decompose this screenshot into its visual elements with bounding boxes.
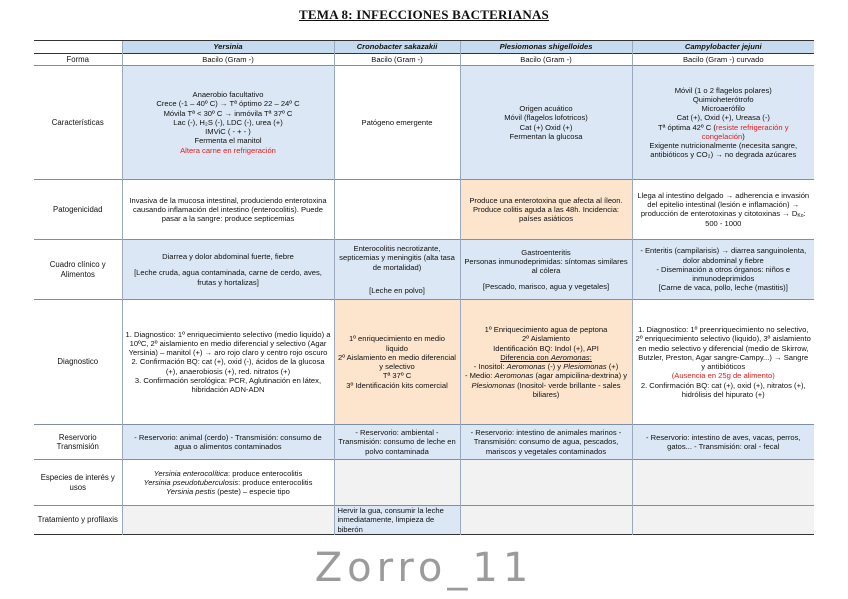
text-line: IMViC ( - + - ) [205, 127, 251, 137]
col-header-cronobacter: Cronobacter sakazakii [334, 41, 460, 54]
text-span: Tª óptima 42º C ( [657, 122, 716, 132]
text-line: 2. Confirmación BQ: cat (+), oxid (-), ácidos de la glucosa (+), anaerobiosis (+), red. nitratos (+) [131, 357, 325, 376]
row-label-cuadro: Cuadro clínico y Alimentos [34, 240, 122, 300]
cell-tratamiento-cronobacter: Hervir la gua, consumir la leche inmediatamente, limpieza de biberón [334, 506, 460, 535]
text-span: (agar ampicilina-dextrina) y [533, 371, 628, 381]
cell-diagnostico-plesiomonas [460, 300, 632, 425]
cell-especies-yersinia [122, 460, 334, 506]
row-diagnostico [34, 300, 814, 425]
cell-reservorio-plesiomonas: - Reservorio: intestino de animales marinos - Transmisión: consumo de agua, pescados, mariscos y vegetales contaminados [460, 425, 632, 460]
text-span: Diferencia con [500, 352, 551, 362]
cell-reservorio-cronobacter: - Reservorio: ambiental - Transmisión: consumo de leche en polvo contaminada [334, 425, 460, 460]
text-line: 2. Confirmación BQ: cat (+), oxid (+), nitratos (+), hidrólisis del hipurato (+) [640, 380, 806, 399]
text-line: 1. Diagnostico: 1º preenriquecimiento no selectivo, 2º enriquecimiento selectivo (liquido), 3º aislamiento en medio selectivo y diferencial (medio de Skirrow, Butzler, Preston, Agar sangre-Campy...) → Sangre y antibióticos [635, 325, 811, 371]
text-span: Plesiomonas [563, 362, 607, 371]
row-tratamiento [34, 506, 814, 535]
row-label-diagnostico: Diagnostico [34, 300, 122, 425]
text-line: 1º Enriquecimiento agua de peptona [484, 325, 608, 334]
row-especies [34, 460, 814, 506]
cell-cuadro-yersinia [122, 240, 334, 300]
row-reservorio [34, 425, 814, 460]
text-line: Quimioheterótrofo [692, 94, 754, 104]
text-line: Gastroenteritis [521, 247, 571, 257]
cell-reservorio-campylobacter: - Reservorio: intestino de aves, vacas, perros, gatos... - Transmisión: oral - fecal [632, 425, 814, 460]
text-span: (Inositol- verde brillante - sales biliares) [514, 380, 621, 399]
alert-text: resiste refrigeración y congelación [701, 122, 789, 141]
species-name: Yersinia pestis [166, 487, 216, 497]
row-label-forma: Forma [34, 54, 122, 66]
bacteria-table [34, 40, 814, 535]
text-line: Origen acuático [519, 104, 573, 113]
text-line: Enterocolitis necrotizante, septicemias y meningitis (alta tasa de mortalidad) [339, 244, 455, 272]
cell-caracteristicas-cronobacter: Patógeno emergente [334, 66, 460, 180]
row-cuadro [34, 240, 814, 300]
watermark: Zorro_11 [314, 545, 534, 591]
text-line [464, 371, 629, 399]
text-line: Móvil (1 o 2 flagelos polares) [674, 85, 772, 95]
cell-caracteristicas-yersinia [122, 66, 334, 180]
cell-cuadro-cronobacter [334, 240, 460, 300]
text-line: 3º Identificación kits comercial [346, 380, 448, 390]
text-line: [Leche cruda, agua contaminada, carne de cerdo, aves, frutas y hortalizas] [134, 268, 322, 287]
cell-caracteristicas-plesiomonas [460, 66, 632, 180]
cell-cuadro-plesiomonas [460, 240, 632, 300]
spacer [464, 275, 629, 282]
row-label-patogenicidad: Patogenicidad [34, 180, 122, 240]
cell-patogenicidad-cronobacter [334, 180, 460, 240]
header-row [34, 41, 814, 54]
text-line: Exigente nutricionalmente (necesita sangre, antibióticos y CO₂) → no degrada azúcares [649, 141, 798, 160]
row-patogenicidad [34, 180, 814, 240]
cell-reservorio-yersinia: - Reservorio: animal (cerdo) - Transmisión: consumo de agua o alimentos contaminados [122, 425, 334, 460]
text-span: Aeromonas [550, 352, 590, 362]
text-span: ) [742, 131, 745, 141]
text-line: [Leche en polvo] [369, 285, 425, 295]
text-span: Llega al intestino delgado → adherencia e invasión del epitelio intestinal (lesión e inflamación) → producción de enterotoxinas y citotoxinas → D [637, 190, 810, 219]
text-line: [Carne de vaca, pollo, leche (mastitis)] [658, 283, 788, 293]
text-line: Identificación BQ: Indol (+), API [493, 343, 599, 353]
spacer [338, 272, 457, 286]
cell-cuadro-campylobacter [632, 240, 814, 300]
text-span: Aeromonas [494, 371, 534, 381]
text-line [126, 478, 331, 487]
col-header-yersinia: Yersinia [122, 41, 334, 54]
col-header-campylobacter: Campylobacter jejuni [632, 41, 814, 54]
text-line [636, 123, 812, 142]
text-line: 2º Aislamiento [522, 334, 570, 344]
row-label-caracteristicas: Características [34, 66, 122, 180]
cell-patogenicidad-yersinia: Invasiva de la mucosa intestinal, produciendo enterotoxina causando inflamación del intestino (enterocolitis). Puede pasar a la sangre: produce septicemias [122, 180, 334, 240]
text-span: : [589, 352, 592, 362]
cell-patogenicidad-campylobacter [632, 180, 814, 240]
cell-caracteristicas-campylobacter [632, 66, 814, 180]
cell-forma-campylobacter: Bacilo (Gram -) curvado [632, 54, 814, 66]
cell-especies-plesiomonas [460, 460, 632, 506]
text-span: - Inositol: [473, 362, 507, 371]
species-name: Yersinia enterocolítica [153, 468, 228, 478]
text-line: Diarrea y dolor abdominal fuerte, fiebre [162, 252, 294, 262]
text-line: [Pescado, marisco, agua y vegetales] [482, 282, 610, 292]
text-line: 2º Aislamiento en medio diferencial y selectivo [337, 352, 456, 371]
subscript: Ko [797, 213, 804, 220]
cell-diagnostico-cronobacter [334, 300, 460, 425]
row-label-tratamiento: Tratamiento y profilaxis [34, 506, 122, 535]
cell-diagnostico-yersinia [122, 300, 334, 425]
text-line: Móvil (flagelos lofotricos) [504, 113, 588, 123]
header-corner [34, 41, 122, 54]
cell-tratamiento-yersinia [122, 506, 334, 535]
text-line [126, 487, 331, 496]
text-line: Anaerobio facultativo [192, 90, 264, 100]
text-span: (+) [606, 362, 619, 371]
cell-forma-plesiomonas: Bacilo (Gram -) [460, 54, 632, 66]
spacer [126, 261, 331, 268]
alert-text: (Ausencia en 25g de alimento) [671, 371, 775, 381]
text-line: - Enteritis (campilarisis) → diarrea sanguinolenta, dolor abdominal y fiebre [640, 246, 807, 265]
text-span: (-) y [545, 362, 564, 371]
text-line: 1º enriquecimiento en medio liquido [348, 334, 446, 353]
text-line: Cat (+) Oxid (+) [519, 122, 573, 132]
text-line: Móvila Tª < 30º C → inmóvila Tª 37º C [163, 108, 293, 118]
text-line: Microaerófilo [701, 104, 745, 113]
text-line: 1. Diagnostico: 1º enriquecimiento selectivo (medio liquido) a 10ºC, 2º aislamiento en medio diferencial y selectivo (Agar Yersinia) – manitol (+) → aro rojo claro y centro rojo oscuro [125, 329, 331, 358]
text-span: Plesiomonas [471, 380, 515, 390]
text-line [126, 469, 331, 478]
text-line: 3. Confirmación serológica: PCR, Aglutinación en látex, hibridación ADN-ADN [134, 375, 322, 395]
page-title: TEMA 8: INFECCIONES BACTERIANAS [299, 7, 549, 22]
cell-patogenicidad-plesiomonas: Produce una enterotoxina que afecta al íleon. Produce colitis aguda a las 48h. Incidencia: países asiáticos [460, 180, 632, 240]
text-span: (peste) – especie tipo [215, 487, 290, 497]
cell-especies-cronobacter [334, 460, 460, 506]
text-span: : 500 - 1000 [705, 209, 806, 229]
row-label-reservorio: Reservorio Transmisión [34, 425, 122, 460]
text-span: : produce enterocolitis [238, 477, 313, 487]
text-line: Fermentan la glucosa [509, 131, 583, 141]
text-line: Personas inmunodeprimidas: síntomas similares al cólera [464, 256, 628, 275]
text-span: Aeromonas [506, 362, 546, 371]
text-span: : produce enterocolitis [228, 468, 303, 478]
row-forma [34, 54, 814, 66]
text-line: Lac (-), H₂S (-), LDC (-), urea (+) [173, 117, 283, 127]
row-caracteristicas [34, 66, 814, 180]
cell-forma-yersinia: Bacilo (Gram -) [122, 54, 334, 66]
text-line [464, 353, 629, 362]
cell-forma-cronobacter: Bacilo (Gram -) [334, 54, 460, 66]
cell-especies-campylobacter [632, 460, 814, 506]
text-line: Fermenta el manitol [194, 136, 262, 146]
text-line [464, 362, 629, 371]
species-name: Yersinia pseudotuberculosis [143, 477, 239, 487]
text-line: Crece (-1 – 40º C) → Tª óptimo 22 – 24º C [156, 99, 300, 109]
cell-tratamiento-plesiomonas [460, 506, 632, 535]
cell-tratamiento-campylobacter [632, 506, 814, 535]
alert-text: Altera carne en refrigeración [180, 145, 276, 155]
cell-diagnostico-campylobacter [632, 300, 814, 425]
row-label-especies: Especies de interés y usos [34, 460, 122, 506]
col-header-plesiomonas: Plesiomonas shigelloides [460, 41, 632, 54]
text-line: Tª 37º C [382, 371, 412, 381]
text-span: - Medio: [464, 371, 495, 381]
text-line: Cat (+), Oxid (+), Ureasa (-) [676, 113, 770, 123]
text-line: - Diseminación a otros órganos: niños e inmunodeprimidos [656, 264, 791, 284]
